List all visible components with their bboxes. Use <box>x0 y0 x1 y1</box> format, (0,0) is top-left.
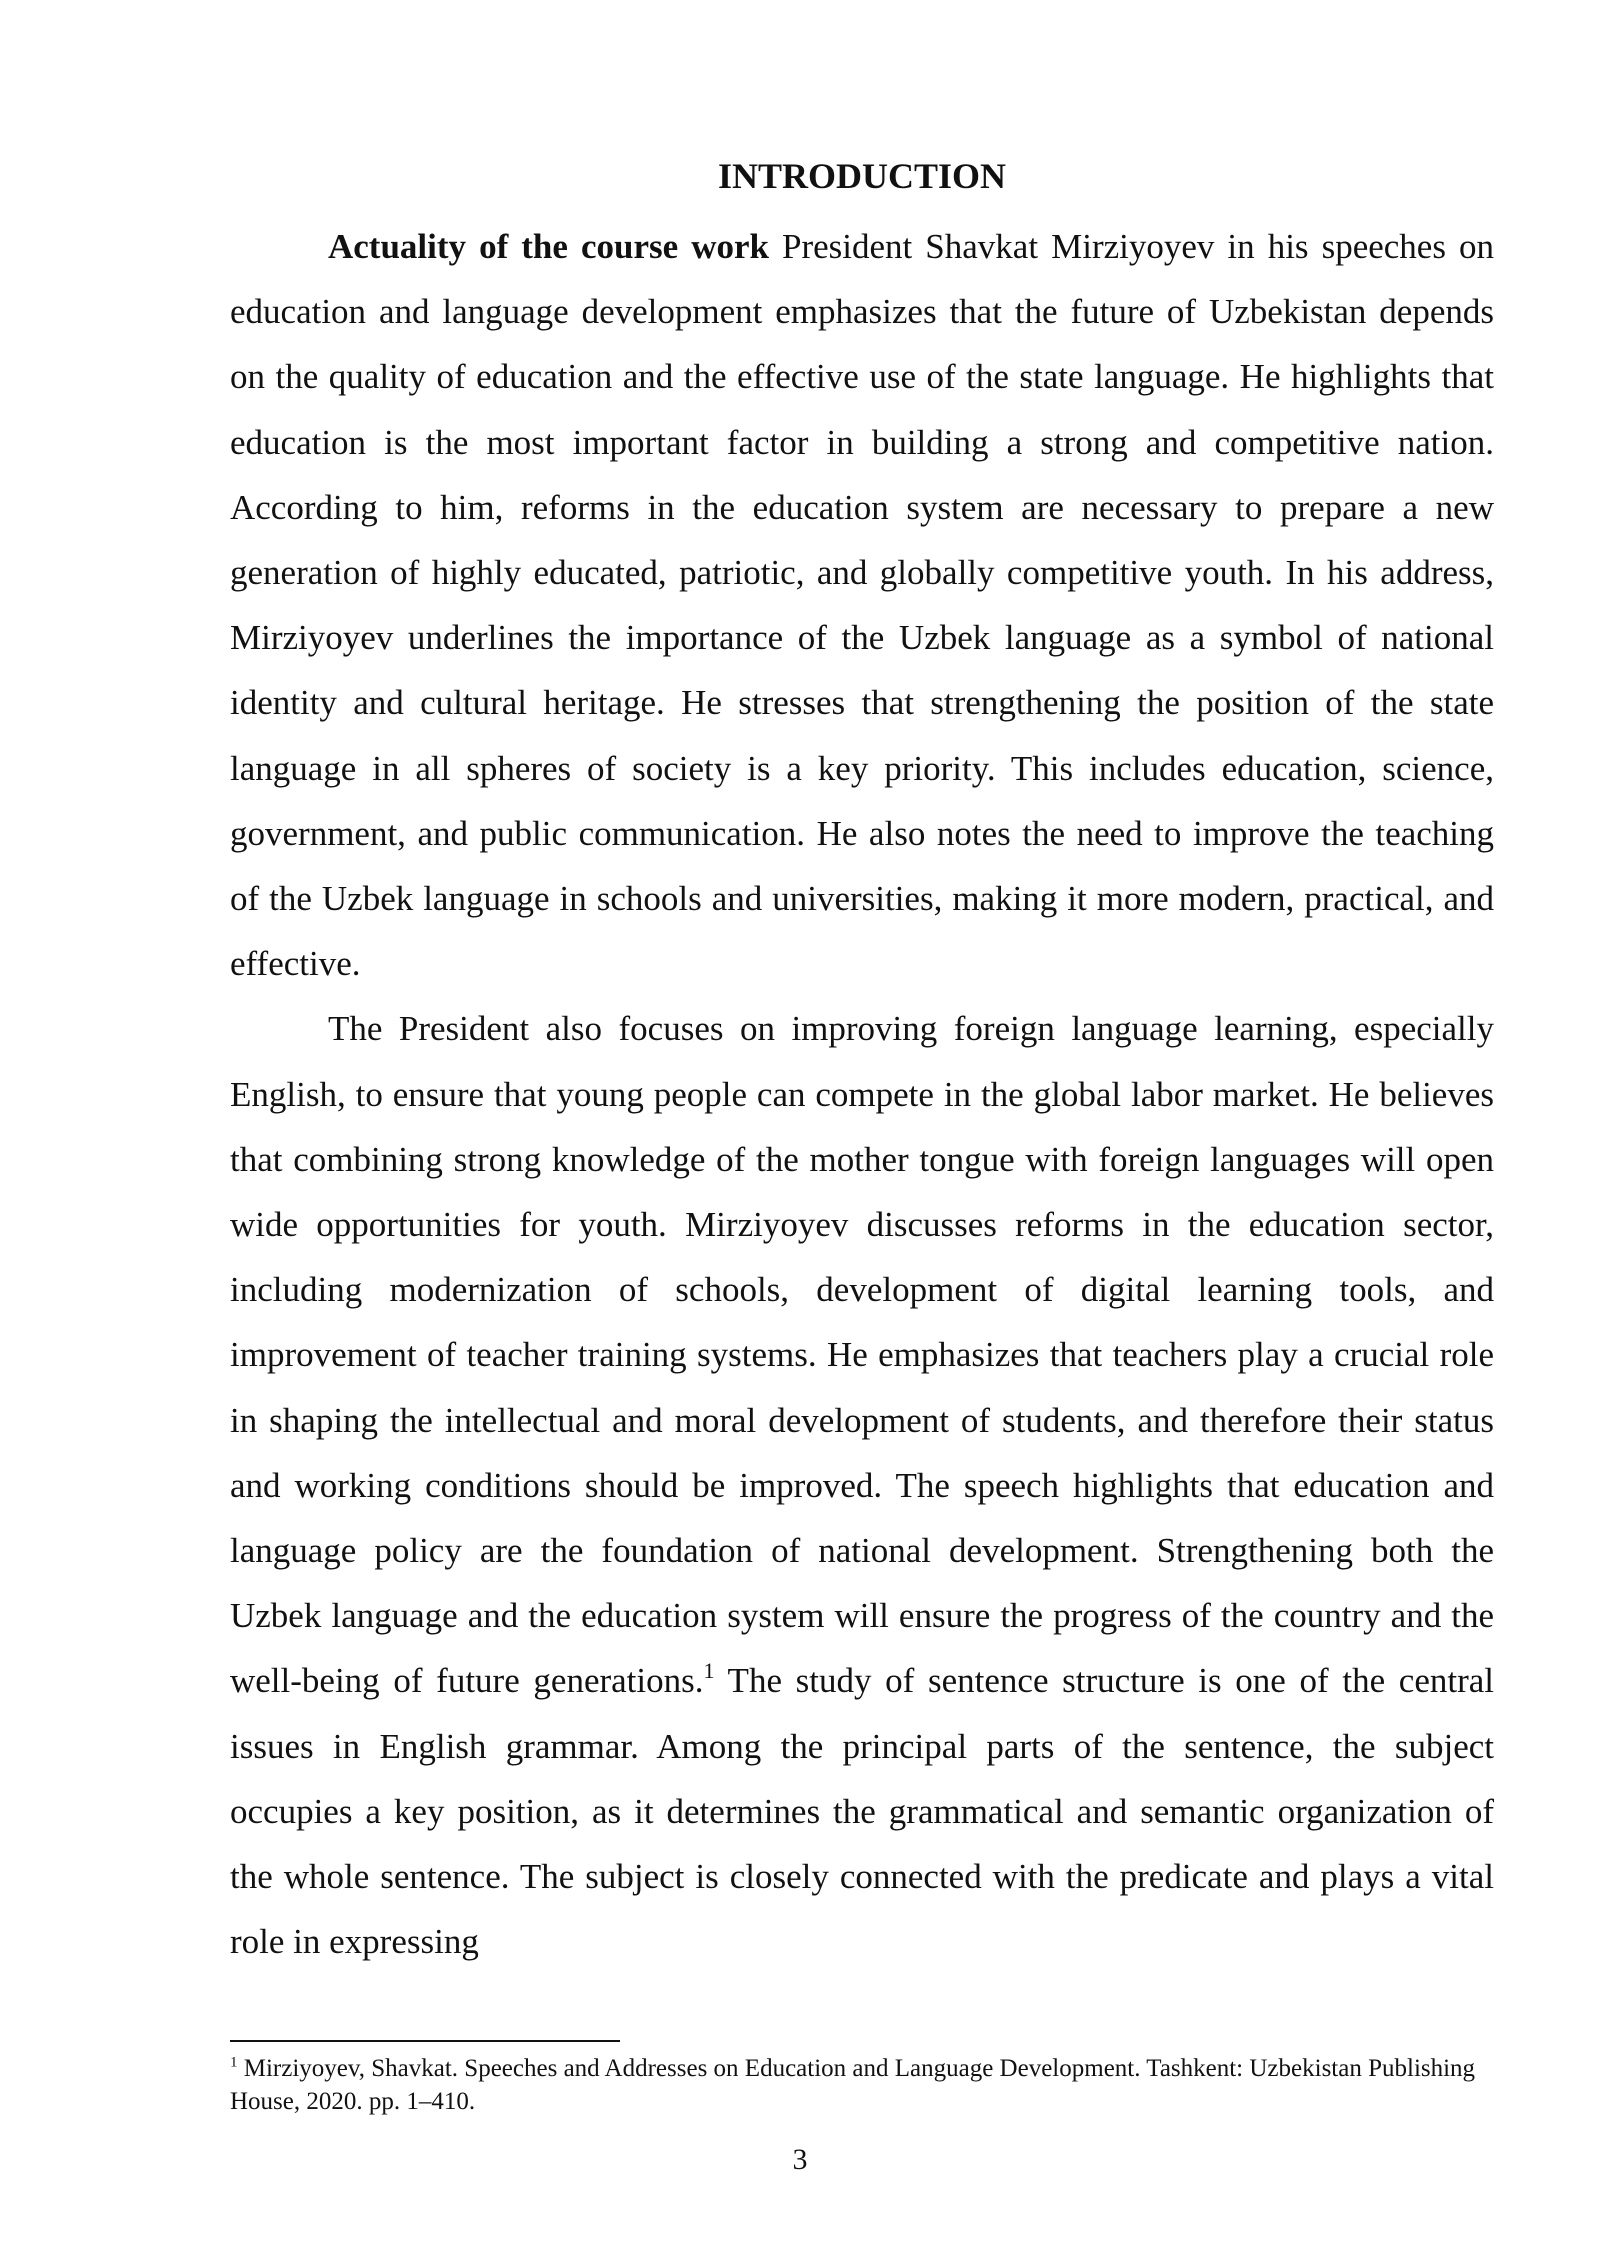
footnote-reference[interactable]: 1 <box>703 1657 715 1683</box>
page-number: 3 <box>792 2143 808 2176</box>
paragraph-1 <box>230 214 1494 996</box>
paragraph-2 <box>230 996 1494 1974</box>
section-heading: INTRODUCTION <box>717 156 1007 196</box>
footnote-text: Mirziyoyev, Shavkat. Speeches and Addresses on Education and Language Development. Tashkent: Uzbekistan Publishing House, 2020. pp. 1–410. <box>230 2055 1476 2115</box>
body-text <box>230 148 1494 1974</box>
footnote-marker: 1 <box>230 2054 238 2071</box>
paragraph-2-text-before-note: The President also focuses on improving foreign language learning, especially English, to ensure that young people can compete in the global labor market. He believes that combining strong knowledge of the mother tongue with foreign languages will open wide opportunities for youth. Mirziyoyev discusses reforms in the education sector, including modernization of schools, development of digital learning tools, and improvement of teacher training systems. He emphasizes that teachers play a crucial role in shaping the intellectual and moral development of students, and therefore their status and working conditions should be improved. The speech highlights that education and language policy are the foundation of national development. Strengthening both the Uzbek language and the education system will ensure the progress of the country and the well-being of future generations. <box>230 1009 1494 1701</box>
footnote <box>230 2052 1494 2118</box>
paragraph-lead: Actuality of the course work <box>328 227 769 266</box>
paragraph-2-text-after-note: The study of sentence structure is one of the central issues in English grammar. Among the principal parts of the sentence, the subject occupies a key position, as it determines the grammatical and semantic organization of the whole sentence. The subject is closely connected with the predicate and plays a vital role in expressing <box>230 1661 1494 1962</box>
paragraph-1-text: President Shavkat Mirziyoyev in his speeches on education and language development emphasizes that the future of Uzbekistan depends on the quality of education and the effective use of the state language. He highlights that education is the most important factor in building a strong and competitive nation. According to him, reforms in the education system are necessary to prepare a new generation of highly educated, patriotic, and globally competitive youth. In his address, Mirziyoyev underlines the importance of the Uzbek language as a symbol of national identity and cultural heritage. He stresses that strengthening the position of the state language in all spheres of society is a key priority. This includes education, science, government, and public communication. He also notes the need to improve the teaching of the Uzbek language in schools and universities, making it more modern, practical, and effective. <box>230 227 1494 984</box>
footnote-separator <box>230 2040 620 2042</box>
